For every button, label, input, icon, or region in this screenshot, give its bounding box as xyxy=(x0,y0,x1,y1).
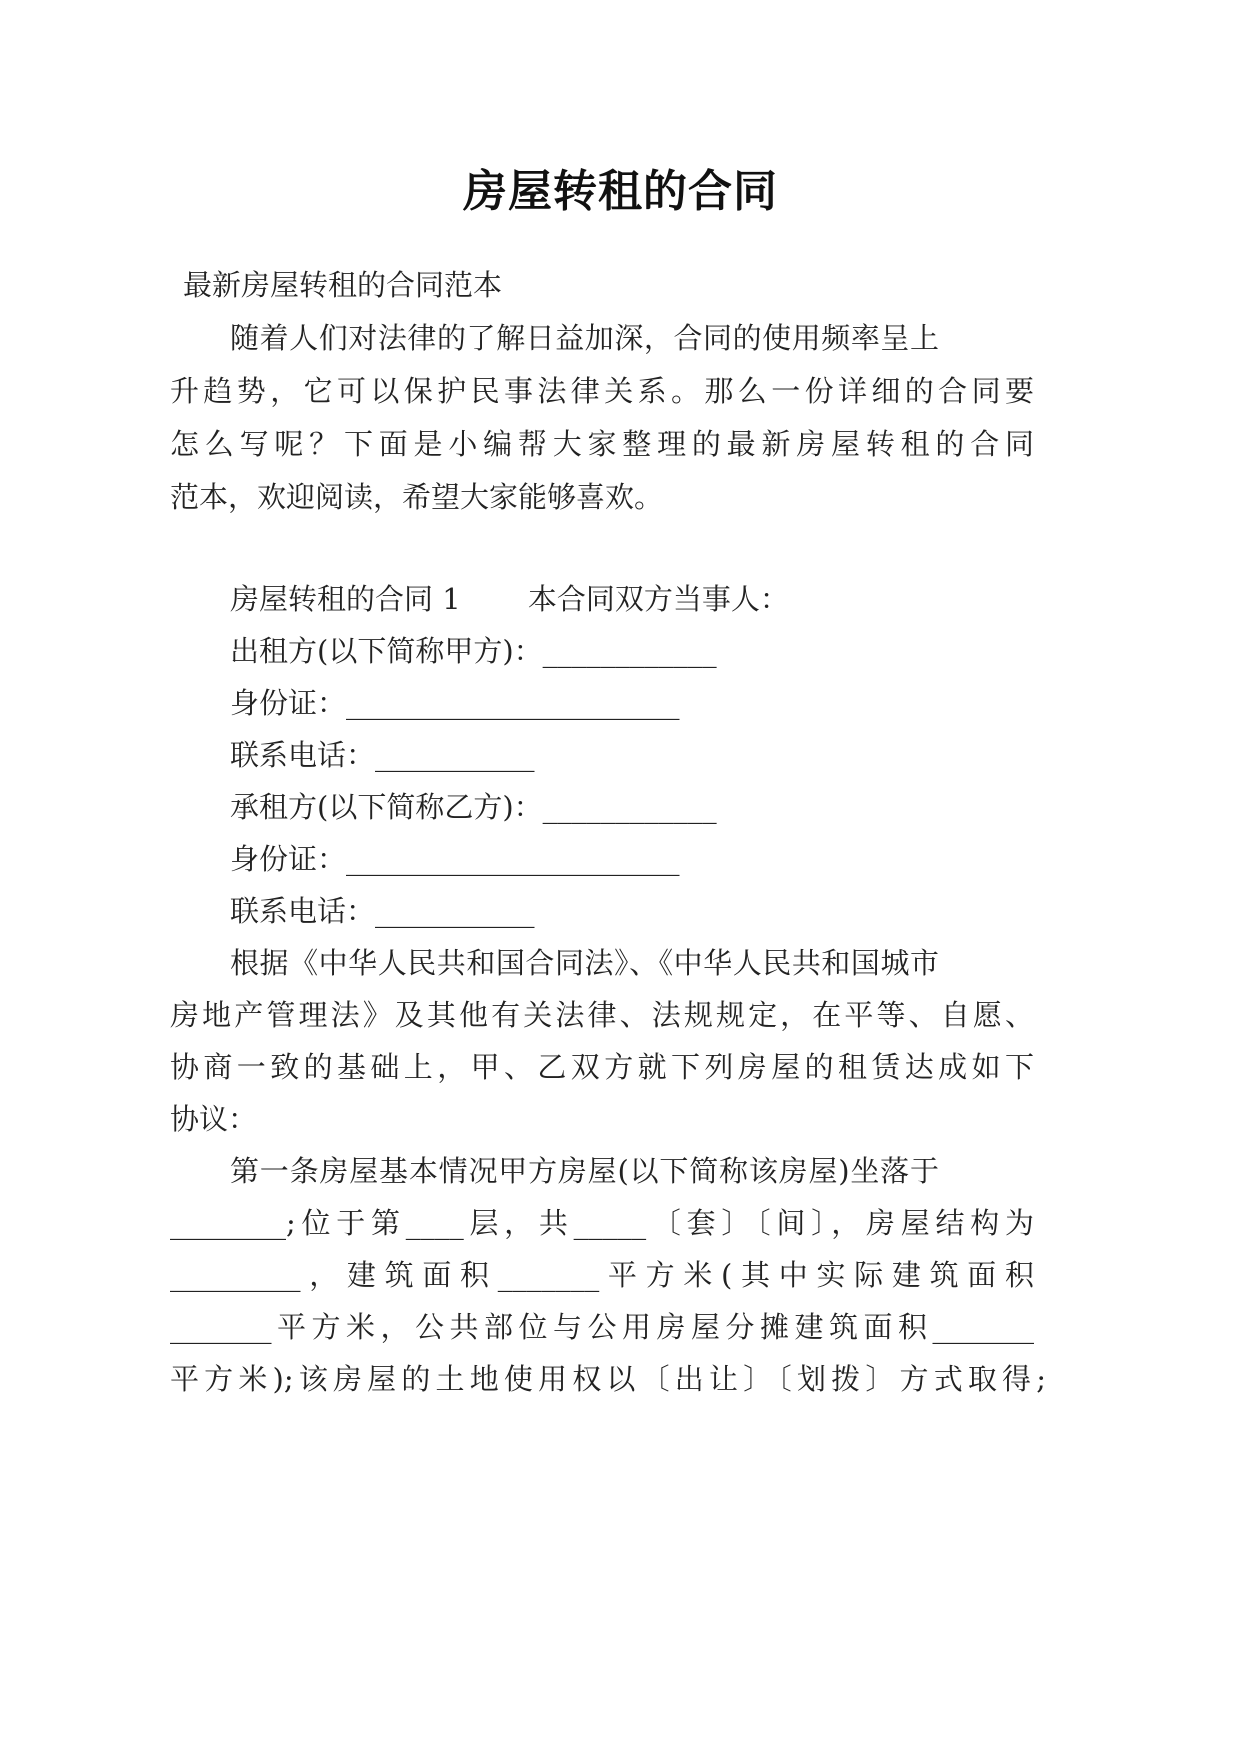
paragraph-line: 升趋势，它可以保护民事法律关系。那么一份详细的合同要 xyxy=(170,374,1034,408)
paragraph-line: _________，建筑面积_______平方米(其中实际建筑面积 xyxy=(170,1258,1034,1292)
paragraph-line: ________;位于第____层，共_____〔套〕〔间〕，房屋结构为 xyxy=(170,1206,1034,1240)
party-a-id-line: 身份证：_______________________ xyxy=(230,686,680,720)
subtitle-line: 最新房屋转租的合同范本 xyxy=(183,268,503,302)
paragraph-line: 协议： xyxy=(170,1102,258,1136)
paragraph-line: _______平方米，公共部位与公用房屋分摊建筑面积_______ xyxy=(170,1310,1034,1344)
contract-heading-line: 房屋转租的合同 1 本合同双方当事人： xyxy=(230,582,789,616)
paragraph-line: 平方米);该房屋的土地使用权以〔出让〕〔划拨〕方式取得; xyxy=(170,1362,1046,1396)
document-title: 房屋转租的合同 xyxy=(463,166,778,217)
paragraph-line: 第一条房屋基本情况甲方房屋(以下简称该房屋)坐落于 xyxy=(230,1154,939,1188)
paragraph-line: 范本，欢迎阅读，希望大家能够喜欢。 xyxy=(170,480,664,514)
party-b-id-line: 身份证：_______________________ xyxy=(230,842,680,876)
party-a-line: 出租方(以下简称甲方)：____________ xyxy=(230,634,717,668)
party-b-phone-line: 联系电话：___________ xyxy=(230,894,535,928)
paragraph-line: 怎么写呢？下面是小编帮大家整理的最新房屋转租的合同 xyxy=(170,427,1034,461)
paragraph-line: 根据《中华人民共和国合同法》、《中华人民共和国城市 xyxy=(230,946,939,980)
party-a-phone-line: 联系电话：___________ xyxy=(230,738,535,772)
paragraph-line: 随着人们对法律的了解日益加深，合同的使用频率呈上 xyxy=(230,321,939,355)
party-b-line: 承租方(以下简称乙方)：____________ xyxy=(230,790,717,824)
paragraph-line: 协商一致的基础上，甲、乙双方就下列房屋的租赁达成如下 xyxy=(170,1050,1034,1084)
paragraph-line: 房地产管理法》及其他有关法律、法规规定，在平等、自愿、 xyxy=(170,998,1034,1032)
